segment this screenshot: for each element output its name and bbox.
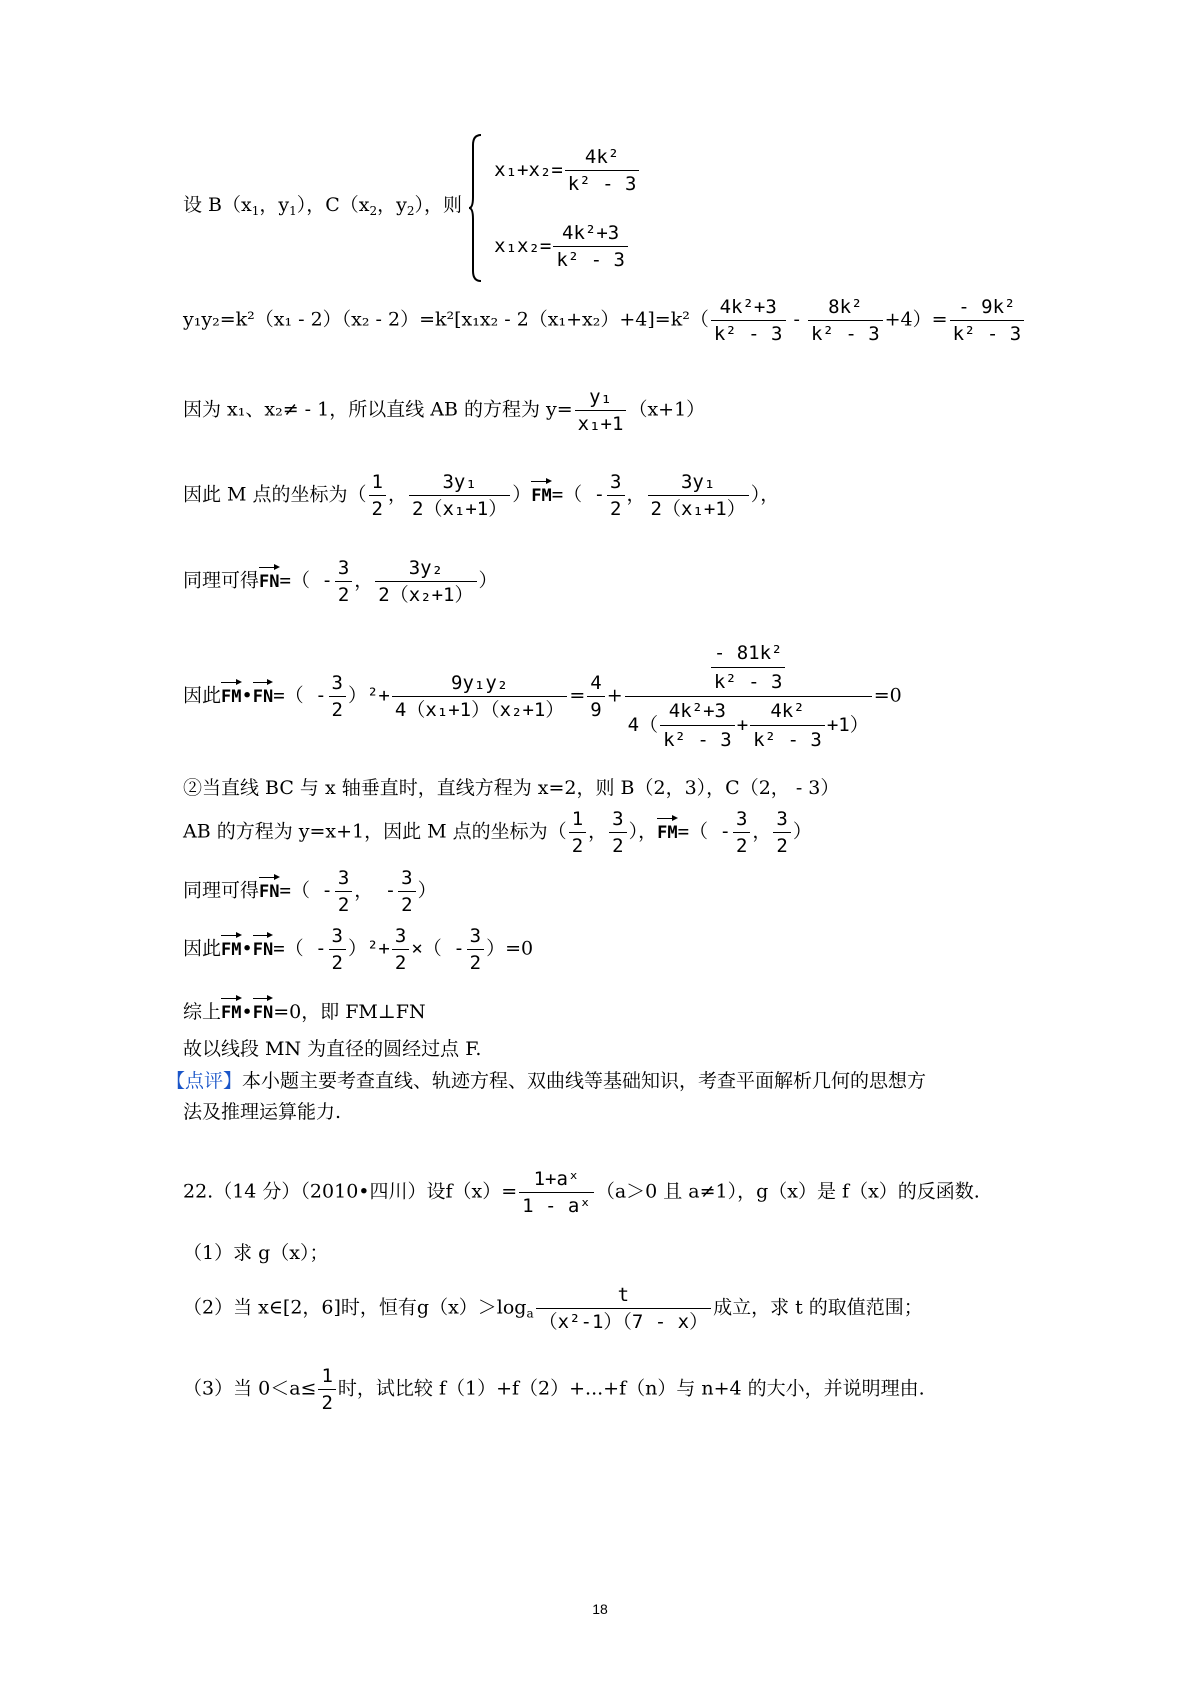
vector-fn: FN: [253, 680, 273, 710]
vector-fn: FN: [259, 875, 279, 905]
page-number: 18: [592, 1601, 608, 1617]
line-fn-case-two: 同理可得FN=（ - $\frac{3}{2}$ ， - $\frac{3}{2}$ ）: [183, 867, 437, 916]
line-conclusion: 综上FM•FN=0，即 FM⊥FN: [183, 996, 426, 1026]
line-y1y2: y₁y₂=k²（x₁ - 2）（x₂ - 2）=k²[x₁x₂ - 2（x₁+x₂）+4]=k²（ $\frac{\text{4k²+3}}{\text{k² - 3}}$ - $\frac{\text{8k²}}{\text{k² - 3}}$ +4）= $\frac{\text{- 9k²}}{\text{k² - 3}}$: [183, 295, 1026, 346]
problem-22-part2: （2）当 x∈[2，6]时，恒有$g(x)>\log_a$ $\frac{t}{\text{（x²-1）（7 - x）}}$ 成立，求 t 的取值范围；: [183, 1284, 923, 1333]
vector-fn: FN: [253, 996, 273, 1026]
vector-fm: FM: [221, 996, 241, 1026]
problem-22-part1: （1）求 g（x）；: [183, 1242, 329, 1264]
line-circle: 故以线段 MN 为直径的圆经过点 F.: [183, 1038, 482, 1060]
equation-sum: x₁+x₂= $\frac{\text{4k²}}{\text{k² - 3}}$: [494, 132, 641, 208]
line-comment-cont: 法及推理运算能力.: [183, 1101, 342, 1123]
line-comment: 【点评】本小题主要考查直线、轨迹方程、双曲线等基础知识，考查平面解析几何的思想方: [166, 1070, 927, 1092]
line-set-bc-text: 设 $B(x_1$，$y_1$），$C(x_2$，$y_2$），则: [183, 194, 463, 218]
comment-tag: 【点评】: [166, 1070, 243, 1092]
equation-product: x₁x₂= $\frac{\text{4k²+3}}{\text{k² - 3}}$: [494, 208, 641, 284]
vector-fm: FM: [531, 479, 551, 509]
compound-fraction: $\frac{\text{- 81k²}}{\text{k² - 3}}$ 4（ $\frac{\text{4k²+3}}{\text{k² - 3}}$ + $\frac{\text{4k²}}{\text{k² - 3}}$ +1）: [625, 640, 872, 753]
line-fn-vector: 同理可得FN=（ - $\frac{3}{2}$ ， $\frac{\text{3y₂}}{\text{2（x₂+1）}}$ ）: [183, 557, 498, 606]
line-m-coord: 因此 M 点的坐标为（ $\frac{1}{2}$ ， $\frac{\text{3y₁}}{\text{2（x₁+1）}}$ ）FM=（ - $\frac{3}{2}$ ， $\frac{\text{3y₁}}{\text{2（x₁+1）}}$ ），: [183, 471, 780, 520]
vector-fm: FM: [657, 816, 677, 846]
vector-fn: FN: [259, 565, 279, 595]
line-ab-equation: 因为 x₁、x₂≠ - 1，所以直线 AB 的方程为 y= $\frac{\text{y₁}}{\text{x₁+1}}$ （x+1）: [183, 386, 706, 435]
equation-system: [494, 132, 641, 284]
line-case-two: ②当直线 BC 与 x 轴垂直时，直线方程为 x=2，则 B（2，3），C（2， - 3）: [183, 777, 840, 799]
line-set-bc: [183, 132, 641, 284]
left-brace-icon: [468, 133, 484, 283]
vector-fm: FM: [221, 933, 241, 963]
line-dot-product: 因此FM•FN=（ - $\frac{3}{2}$ ）²+ $\frac{\text{9y₁y₂}}{\text{4（x₁+1）（x₂+1）}}$ = $\frac{4}{9}$ + $\frac{\text{- 81k²}}{\text{k² - 3}}$ 4（ $\frac{\text{4k²+3}}{\text{k² - 3}}$ + $\frac{\text{4k²}}{\text{k² - 3}}$ +1） =0: [183, 642, 902, 751]
line-dot-case-two: 因此FM•FN=（ - $\frac{3}{2}$ ）²+ $\frac{3}{2}$ ×（ - $\frac{3}{2}$ ）=0: [183, 925, 534, 974]
problem-22-statement: 22.（14 分）（2010•四川）设f（x）= $\frac{\text{1+aˣ}}{\text{1 - aˣ}}$ （a＞0 且 a≠1），g（x）是 f（x）的反函数.: [183, 1168, 980, 1217]
vector-fn: FN: [253, 933, 273, 963]
line-ab-case-two: AB 的方程为 y=x+1，因此 M 点的坐标为（ $\frac{1}{2}$ ， $\frac{3}{2}$ ），FM=（ - $\frac{3}{2}$ ， $\frac{3}{2}$ ）: [183, 808, 812, 857]
problem-22-part3: （3）当 0＜a≤ $\frac{1}{2}$ 时，试比较 f（1）+f（2）+...+f（n）与 n+4 的大小，并说明理由.: [183, 1365, 925, 1414]
vector-fm: FM: [221, 680, 241, 710]
